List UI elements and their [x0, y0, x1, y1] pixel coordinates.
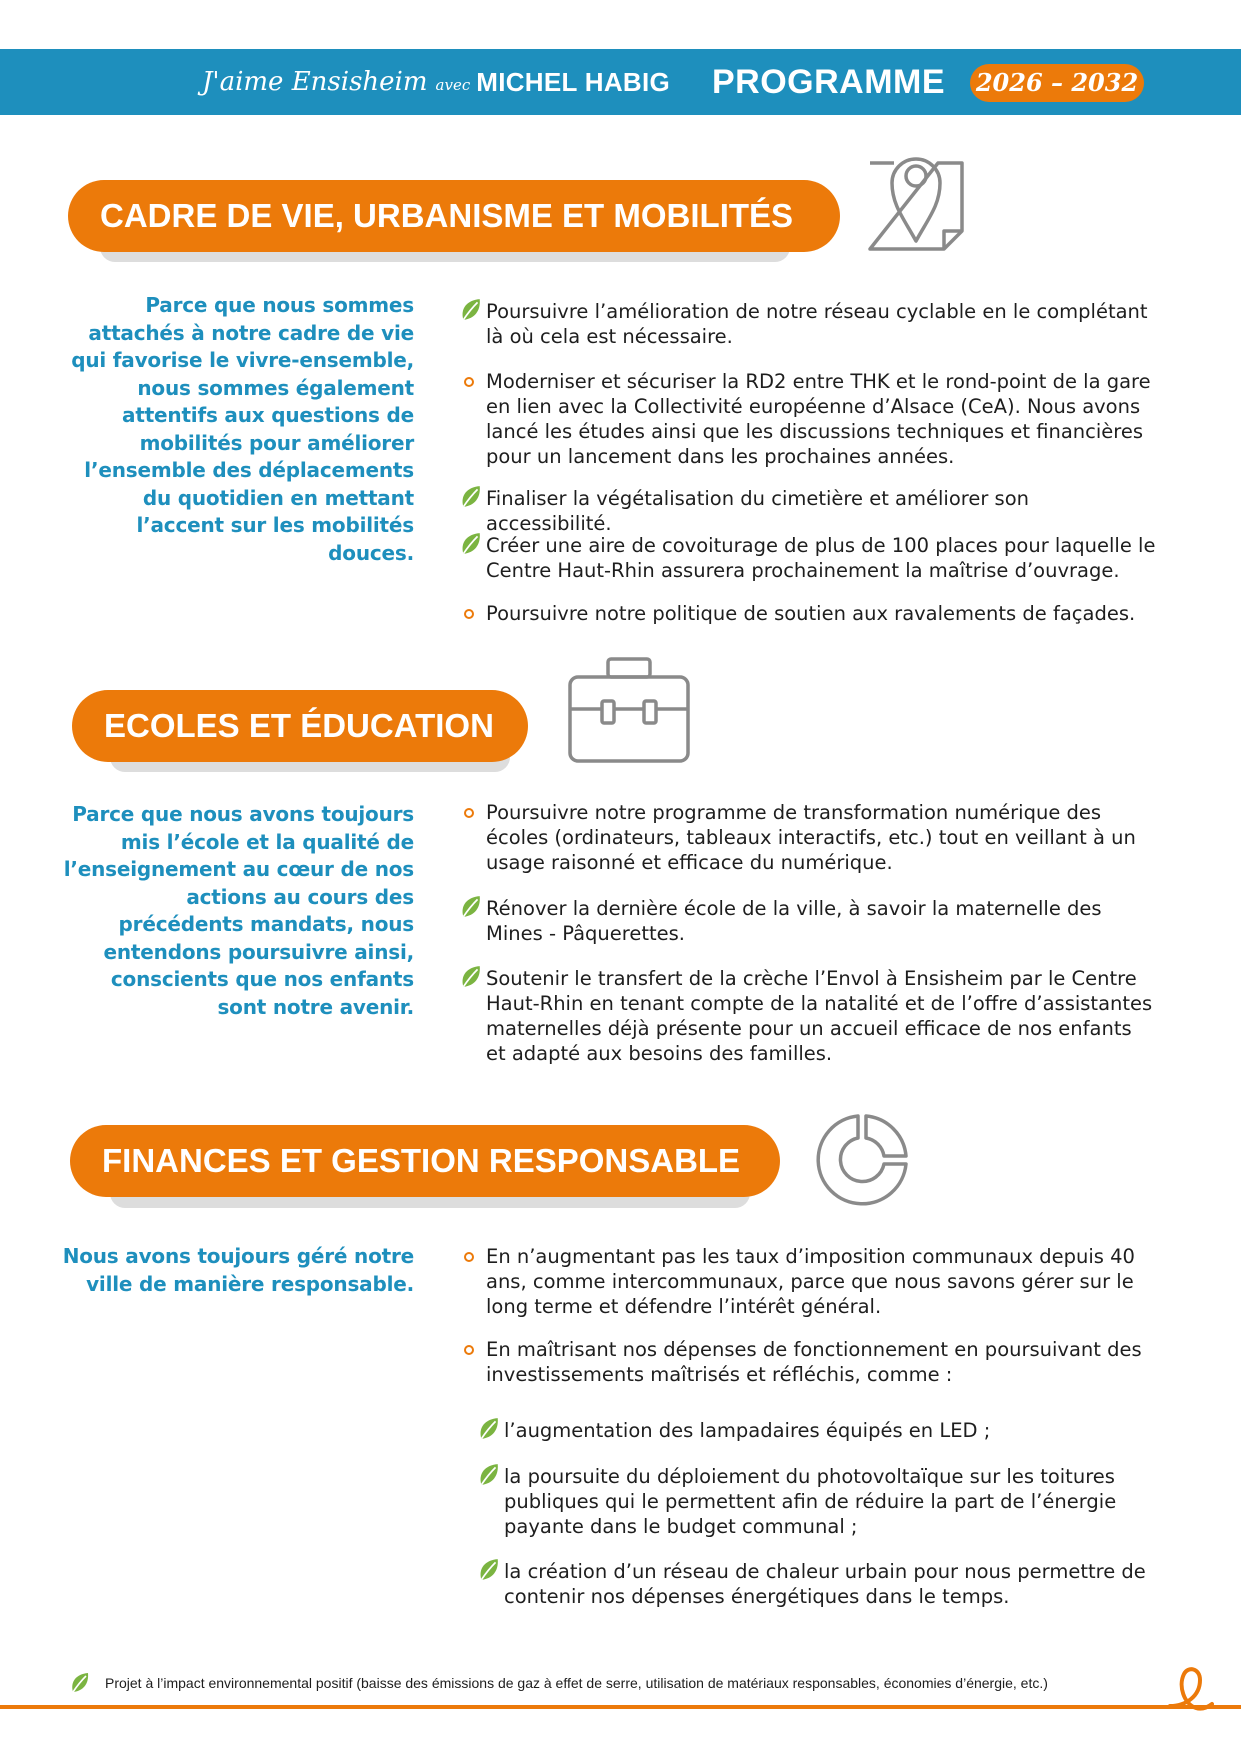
brand-logo [202, 49, 670, 115]
bullet-item: Finaliser la végétalisation du cimetière et améliorer son accessibilité. [486, 487, 1030, 535]
brand-name: MICHEL HABIG [476, 66, 671, 97]
brand-swirl-icon [1166, 1660, 1214, 1720]
years-badge: 2026 – 2032 [970, 64, 1144, 102]
leaf-icon [460, 895, 482, 919]
bullet-item: Moderniser et sécuriser la RD2 entre THK et le rond-point de la gare en lien avec la Collectivité européenne d’Alsace (CeA). Nous avons lancé les études ainsi que les discussions techniques et financières pour un lancement dans les prochaines années. [486, 370, 1151, 468]
bullet-item: la création d’un réseau de chaleur urbain pour nous permettre de contenir nos dépenses énergétiques dans le temps. [504, 1560, 1146, 1608]
section-title-cadre: CADRE DE VIE, URBANISME ET MOBILITÉS [68, 180, 840, 252]
bullet-item: l’augmentation des lampadaires équipés en LED ; [504, 1419, 991, 1442]
bullet-dot-icon [464, 1252, 474, 1262]
bullet-item: Créer une aire de covoiturage de plus de 100 places pour laquelle le Centre Haut-Rhin assurera prochainement la maîtrise d’ouvrage. [486, 534, 1156, 582]
bullet-item: Poursuivre notre programme de transformation numérique des écoles (ordinateurs, tableaux interactifs, etc.) tout en veillant à un usage raisonné et efficace du numérique. [486, 801, 1136, 874]
bullet-dot-icon [464, 808, 474, 818]
map-pin-icon [866, 143, 966, 251]
bullet-dot-icon [464, 609, 474, 619]
bullet-item: Poursuivre notre politique de soutien aux ravalements de façades. [486, 602, 1136, 625]
section-title-ecoles: ECOLES ET ÉDUCATION [72, 690, 528, 762]
section-intro-finances: Nous avons toujours géré notre ville de manière responsable. [62, 1244, 414, 1296]
leaf-icon [478, 1417, 500, 1441]
leaf-icon [460, 485, 482, 509]
bullet-item: En maîtrisant nos dépenses de fonctionnement en poursuivant des investissements maîtrisés et réfléchis, comme : [486, 1338, 1142, 1386]
brand-script: J'aime Ensisheim [202, 67, 428, 97]
bullet-item: Rénover la dernière école de la ville, à savoir la maternelle des Mines - Pâquerettes. [486, 897, 1102, 945]
bullet-item: la poursuite du déploiement du photovoltaïque sur les toitures publiques qui le permettent afin de réduire la part de l’énergie payante dans le budget communal ; [504, 1465, 1117, 1538]
programme-title: PROGRAMME [712, 63, 946, 101]
footer-divider [0, 1705, 1241, 1709]
section-intro-cadre: Parce que nous sommes attachés à notre cadre de vie qui favorise le vivre-ensemble, nous sommes également attentifs aux questions de mobilités pour améliorer l’ensemble des déplacements du quotidien en mettant l’accent sur les mobilités douces. [71, 293, 414, 565]
leaf-icon [460, 298, 482, 322]
section-title-finances: FINANCES ET GESTION RESPONSABLE [70, 1125, 780, 1197]
bullet-dot-icon [464, 1345, 474, 1355]
briefcase-icon [568, 656, 690, 764]
section-intro-ecoles: Parce que nous avons toujours mis l’école et la qualité de l’enseignement au cœur de nos actions au cours des précédents mandats, nous entendons poursuivre ainsi, conscients que nos enfants sont notre avenir. [63, 802, 414, 1019]
bullet-item: En n’augmentant pas les taux d’imposition communaux depuis 40 ans, comme intercommunaux, parce que nous savons gérer sur le long terme et défendre l’intérêt général. [486, 1245, 1135, 1318]
footer-note: Projet à l’impact environnemental positif (baisse des émissions de gaz à effet de serre, utilisation de matériaux responsables, économies d’énergie, etc.) [105, 1675, 1048, 1691]
leaf-icon [460, 532, 482, 556]
brand-avec: avec [435, 76, 471, 94]
pie-chart-icon [814, 1112, 910, 1208]
bullet-dot-icon [464, 377, 474, 387]
leaf-icon [460, 965, 482, 989]
bullet-item: Poursuivre l’amélioration de notre réseau cyclable en le complétant là où cela est nécessaire. [486, 300, 1148, 348]
bullet-item: Soutenir le transfert de la crèche l’Envol à Ensisheim par le Centre Haut-Rhin en tenant compte de la natalité et de l’offre d’assistantes maternelles déjà présente pour un accueil efficace de nos enfants et adapté aux besoins des familles. [486, 967, 1153, 1065]
leaf-icon [478, 1558, 500, 1582]
header-bar [0, 49, 1241, 115]
leaf-icon [478, 1463, 500, 1487]
leaf-icon [70, 1672, 90, 1694]
